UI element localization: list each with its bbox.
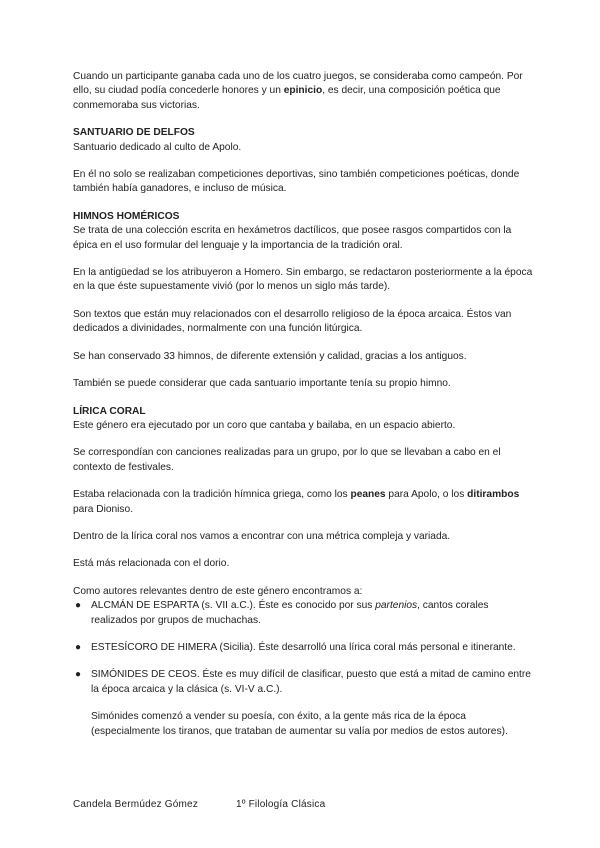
list-item-alcman	[75, 599, 533, 628]
authors-list	[73, 599, 533, 739]
text-span: ALCMÁN DE ESPARTA (s. VII a.C.). Éste es conocido por sus	[91, 600, 376, 612]
text-span: SIMÓNIDES DE CEOS. Éste es muy difícil de clasificar, puesto que está a mitad de camino entre la época arcaica y la clásica (s. VI-V a.C.).	[91, 669, 531, 695]
heading-lirica-coral: LÍRICA CORAL	[73, 405, 146, 417]
bullet-icon: ●	[75, 641, 82, 653]
text-span: , cantos corales realizados por grupos de muchachas.	[91, 600, 489, 626]
paragraph-delfos-1: Santuario dedicado al culto de Apolo.	[73, 141, 242, 153]
term-partenios: partenios	[375, 600, 418, 612]
paragraph-lirica-5: Está más relacionada con el dorio.	[73, 558, 230, 570]
footer-course: 1º Filología Clásica	[235, 799, 326, 810]
paragraph-himnos-3: Son textos que están muy relacionados con el desarrollo religioso de la época arcaica. Éstos van dedicados a divinidades, normalmente con una función litúrgica.	[73, 308, 512, 335]
text-span: para Apolo, o los	[385, 489, 468, 501]
paragraph-delfos-2: En él no solo se realizaban competiciones deportivas, sino también competiciones poéticas, donde también había ganadores, e incluso de música.	[73, 169, 520, 195]
paragraph-himnos-1: Se trata de una colección escrita en hexámetros dactílicos, que posee rasgos compartidos con la épica en el uso formular del lenguaje y la importancia de la tradición oral.	[73, 225, 512, 251]
bullet-icon: ●	[75, 669, 82, 681]
text-span: Cuando un participante ganaba cada uno de los cuatro juegos, se consideraba como campeón. Por ello, su ciudad podía concederle honores y un	[73, 71, 523, 97]
paragraph-lirica-4: Dentro de la lírica coral nos vamos a encontrar con una métrica compleja y variada.	[73, 530, 451, 542]
paragraph-himnos-2: En la antigüedad se los atribuyeron a Homero. Sin embargo, se redactaron posteriormente a la época en la que éste supuestamente vivió (por lo menos un siglo más tarde).	[73, 267, 533, 293]
term-epinicio: epinicio	[283, 85, 323, 97]
text-span: Estaba relacionada con la tradición hímnica griega, como los	[73, 489, 351, 501]
list-item-estesicoro	[75, 641, 533, 655]
text-span: para Dioniso.	[73, 503, 134, 515]
paragraph-lirica-6: Como autores relevantes dentro de este género encontramos a:	[73, 585, 363, 597]
bullet-icon: ●	[75, 600, 82, 612]
text-span: , es decir, una composición poética que conmemoraba sus victorias.	[73, 85, 501, 111]
paragraph-lirica-2: Se correspondían con canciones realizadas para un grupo, por lo que se llevaban a cabo en el contexto de festivales.	[73, 447, 501, 473]
paragraph-simonides-extra: Simónides comenzó a vender su poesía, con éxito, a la gente más rica de la época (especialmente los tiranos, que trataban de aumentar su valía por medios de estos autores).	[91, 711, 508, 737]
text-span: ESTESÍCORO DE HIMERA (Sicilia). Éste desarrolló una lírica coral más personal e itinerante.	[91, 641, 516, 653]
footer-author: Candela Bermúdez Gómez	[73, 799, 199, 810]
heading-santuario-delfos: SANTUARIO DE DELFOS	[73, 127, 195, 139]
paragraph-himnos-4: Se han conservado 33 himnos, de diferente extensión y calidad, gracias a los antiguos.	[73, 350, 467, 362]
page-footer	[73, 799, 325, 810]
paragraph-lirica-1: Este género era ejecutado por un coro que cantaba y bailaba, en un espacio abierto.	[73, 419, 456, 431]
document-body	[73, 70, 533, 752]
term-peanes: peanes	[350, 489, 386, 501]
paragraph-epinicio	[73, 70, 533, 113]
heading-himnos-homericos: HIMNOS HOMÉRICOS	[73, 210, 180, 222]
paragraph-lirica-3	[73, 488, 533, 517]
term-ditirambos: ditirambos	[467, 489, 520, 501]
paragraph-himnos-5: También se puede considerar que cada santuario importante tenía su propio himno.	[73, 378, 451, 390]
list-item-simonides	[75, 668, 533, 739]
